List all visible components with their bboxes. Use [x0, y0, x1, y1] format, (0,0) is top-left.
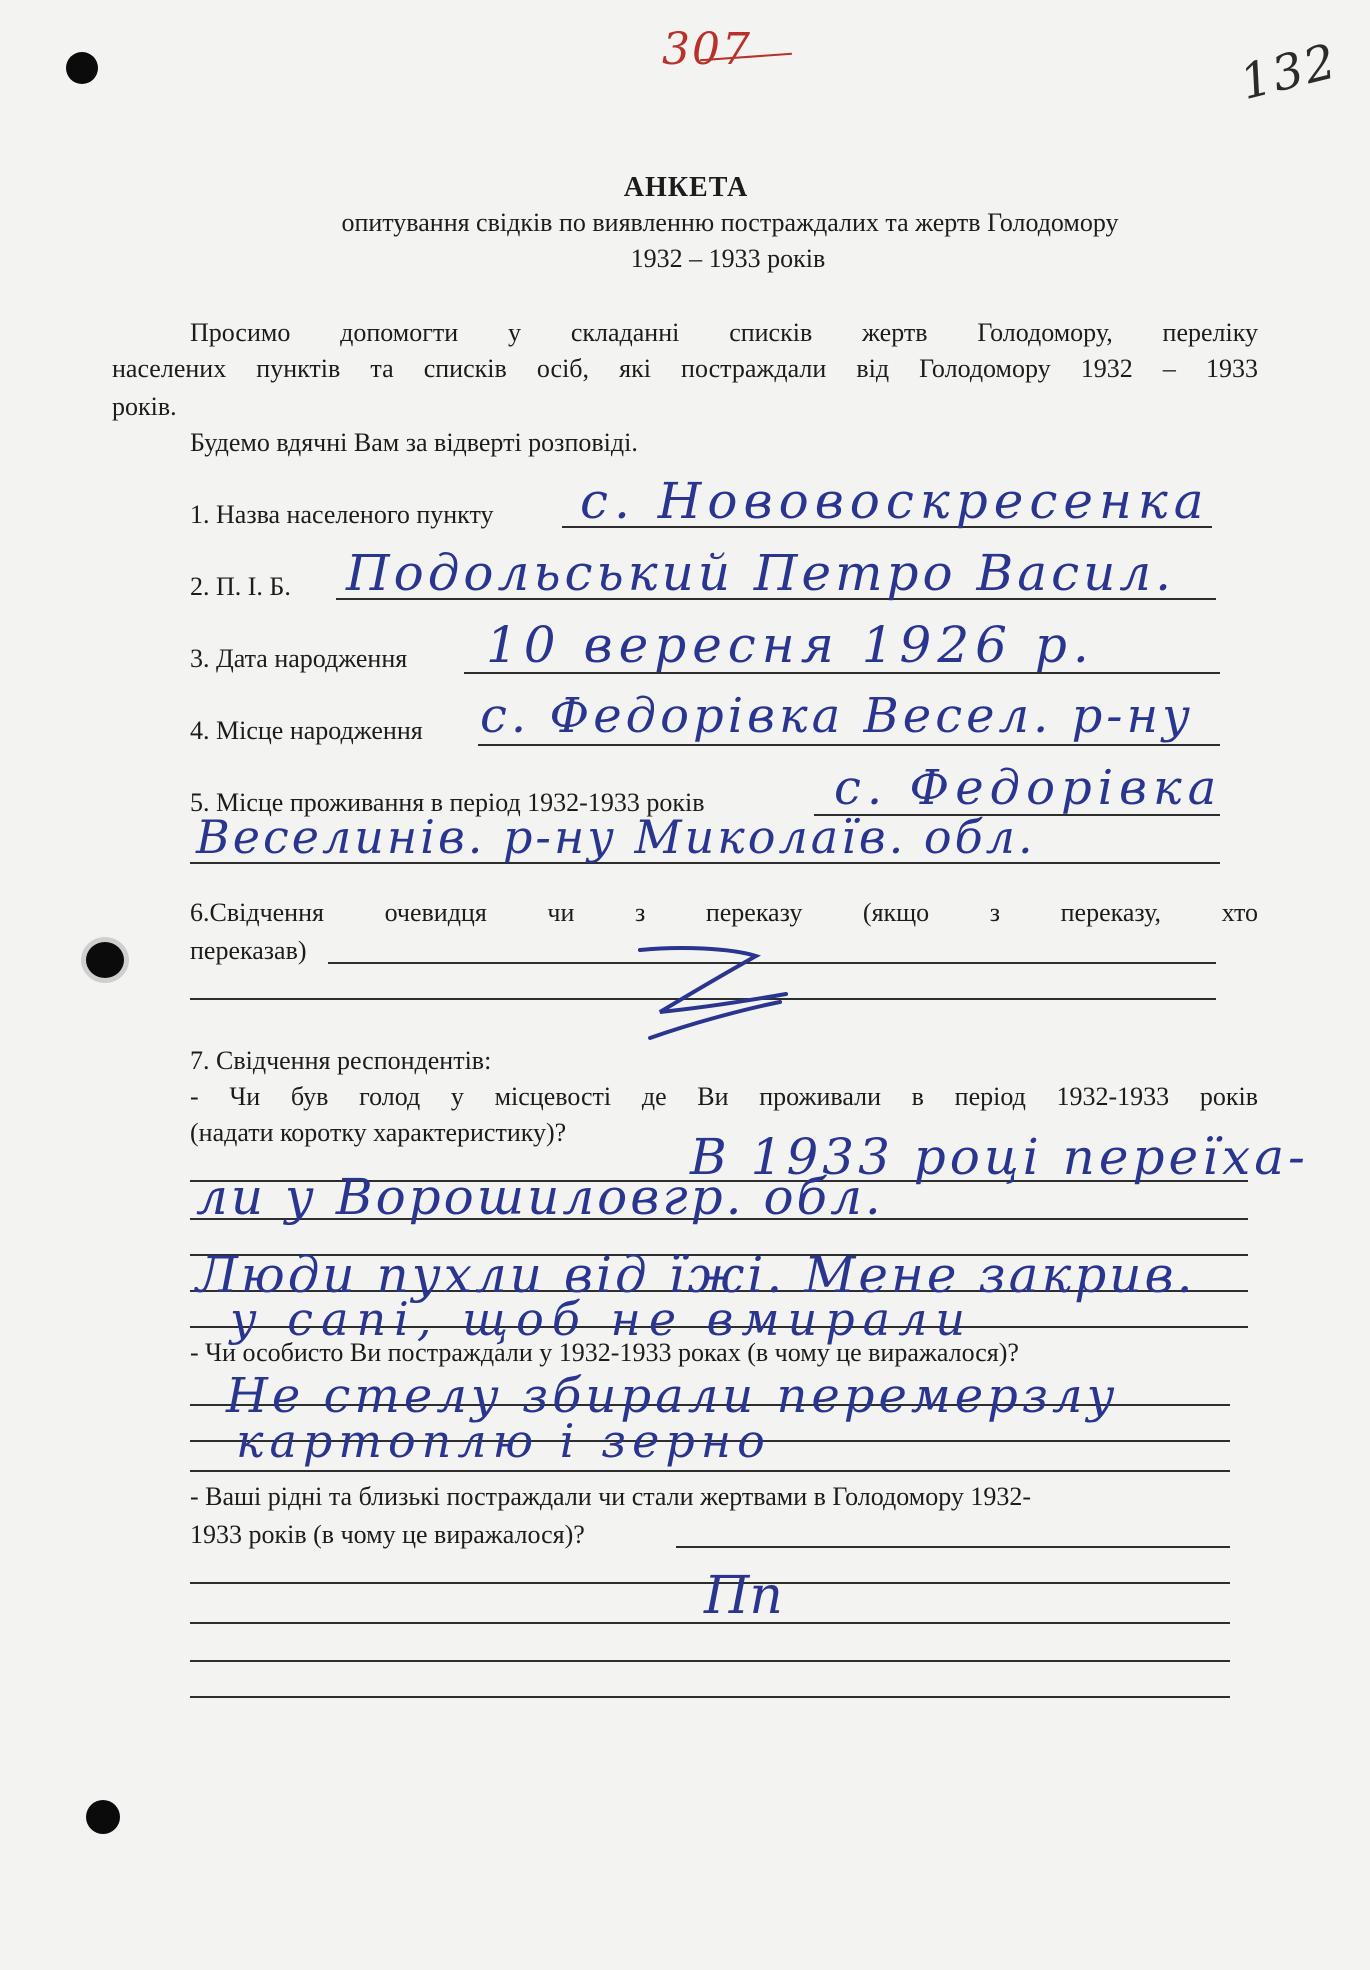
q1-answer-3: Люди пухли від їжі. Мене закрив.	[196, 1246, 1196, 1304]
binder-hole-bottom	[86, 1800, 120, 1834]
q1-answer-2: ли у Ворошиловгр. обл.	[196, 1168, 884, 1226]
binder-hole-middle	[86, 942, 124, 978]
q2-question: - Чи особисто Ви постраждали у 1932-1933 роках (в чому це виражалося)?	[190, 1338, 1019, 1367]
q1-answer-1: В 1933 році переїха-	[690, 1128, 1309, 1186]
q2-answer-1: Не стелу збирали перемерзлу	[226, 1368, 1119, 1424]
field-settlement-label: 1. Назва населеного пункту	[190, 500, 494, 529]
intro-thanks: Будемо вдячні Вам за відверті розповіді.	[190, 428, 638, 457]
testimony-dash-scribble	[620, 938, 800, 1048]
field-birth-place-label: 4. Місце народження	[190, 716, 423, 745]
q1-line-2: (надати коротку характеристику)?	[190, 1118, 567, 1147]
binder-hole-top	[66, 52, 98, 84]
field-birth-place-line	[478, 744, 1220, 746]
field-residence-label: 5. Місце проживання в період 1932-1933 років	[190, 788, 705, 817]
q1-line-1: - Чи був голод у місцевості де Ви проживали в період 1932-1933 років	[190, 1082, 1258, 1111]
field-testimony-label-1: 6.Свідчення очевидця чи з переказу (якщо з переказу, хто	[190, 898, 1258, 927]
intro-line-3: років.	[112, 392, 177, 421]
field-residence-value-1: с. Федорівка	[834, 760, 1223, 816]
field-settlement-value: с. Нововоскресенка	[580, 472, 1210, 530]
form-title: АНКЕТА	[623, 172, 749, 203]
respondent-signature: Пп	[704, 1566, 783, 1626]
intro-line-2: населених пунктів та списків осіб, які постраждали від Голодомору 1932 – 1933	[112, 354, 1258, 383]
field-birth-date-value: 10 вересня 1926 р.	[486, 616, 1095, 674]
field-name-value: Подольський Петро Васил.	[346, 544, 1176, 602]
q3-answer-line-1	[676, 1546, 1230, 1548]
field-name-label: 2. П. І. Б.	[190, 572, 291, 601]
q3-line-2: 1933 років (в чому це виражалося)?	[190, 1520, 585, 1549]
intro-line-1: Просимо допомогти у складанні списків жертв Голодомору, переліку	[190, 318, 1258, 347]
q1-answer-4: у сапі, щоб не вмирали	[230, 1292, 973, 1346]
field-birth-date-label: 3. Дата народження	[190, 644, 408, 673]
form-years: 1932 – 1933 років	[630, 244, 826, 273]
section7-heading: 7. Свідчення респондентів:	[190, 1046, 492, 1075]
q3-answer-line-5	[190, 1696, 1230, 1698]
field-birth-place-value: с. Федорівка Весел. р-ну	[480, 688, 1194, 744]
form-subtitle: опитування свідків по виявленню постраждалих та жертв Голодомору	[341, 208, 1119, 237]
q2-answer-line-3	[190, 1470, 1230, 1472]
field-residence-value-2: Веселинів. р-ну Миколаїв. обл.	[196, 810, 1036, 864]
corner-page-number: 132	[1234, 33, 1343, 111]
q3-line-1: - Ваші рідні та близькі постраждали чи стали жертвами в Голодомору 1932-	[190, 1482, 1032, 1511]
q3-answer-line-4	[190, 1660, 1230, 1662]
q2-answer-2: картоплю і зерно	[236, 1414, 771, 1468]
archive-number-red: 307	[662, 24, 752, 75]
field-testimony-label-2: переказав)	[190, 936, 307, 965]
